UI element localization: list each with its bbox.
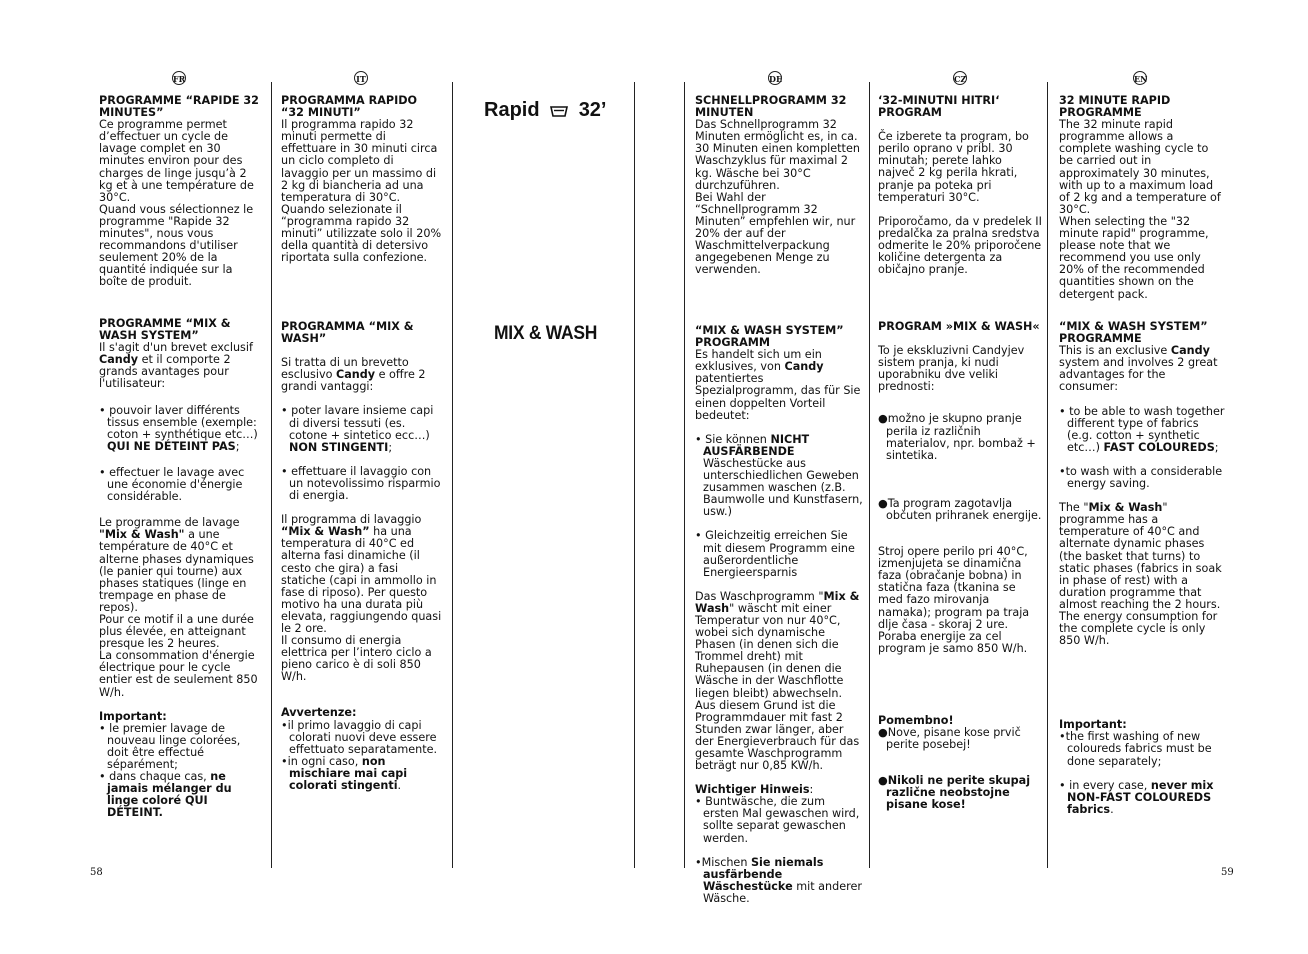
- language-badge-fr: FR: [172, 71, 186, 85]
- language-badge-en: EN: [1133, 71, 1147, 85]
- section-title: PROGRAMMA “MIX & WASH”: [281, 320, 414, 346]
- column-it: [281, 95, 443, 264]
- column-divider: [869, 82, 870, 868]
- paragraph: Stroj opere perilo pri 40°C, izmenjujeta se dinamična faza (obračanje bobna) in statična faza (tkanina se med fazo mirovanja namaka); program pa traja dlje časa - skoraj 2 ure. Poraba energije za cel program je samo 850 W/h.: [878, 545, 1030, 655]
- bullet-item: • dans chaque cas, ne jamais mélanger du linge coloré QUI DÉTEINT.: [99, 770, 232, 820]
- paragraph: To je ekskluzivni Candyjev sistem pranja, ki nudi uporabniku dve veliki prednosti:: [878, 344, 1025, 394]
- section-title: PROGRAMME “RAPIDE 32 MINUTES”: [99, 94, 259, 120]
- basin-icon: [549, 103, 569, 117]
- bullet-item: • effectuer le lavage avec une économie d'énergie considérable.: [99, 465, 245, 504]
- paragraph: When selecting the "32 minute rapid" programme, please note that we recommend you use only 20% of the recommended quantities shown on the detergent pack.: [1059, 214, 1209, 301]
- paragraph: Si tratta di un brevetto esclusivo Candy e offre 2 grandi vantaggi:: [281, 356, 426, 394]
- bullet-item: • Gleichzeitig erreichen Sie mit diesem Programm eine außerordentliche Energieersparnis: [695, 529, 855, 579]
- bullet-item: • to be able to wash together different type of fabrics (e.g. cotton + synthetic etc…) FAST COLOUREDS;: [1059, 404, 1225, 454]
- bullet-item: ●Nikoli ne perite skupaj različne neobstojne pisane kose!: [878, 774, 1031, 812]
- paragraph: The energy consumption for the complete cycle is only 850 W/h.: [1059, 609, 1218, 648]
- column-en-mix: [1059, 321, 1225, 816]
- important-title: Pomembno!: [878, 713, 954, 727]
- bullet-item: • effettuare il lavaggio con un notevolissimo risparmio di energia.: [281, 464, 441, 503]
- column-en: [1059, 95, 1225, 301]
- bullet-item: ●Ta program zagotavlja občuten prihranek energije.: [878, 496, 1042, 522]
- column-divider: [1047, 82, 1048, 868]
- section-title: “MIX & WASH SYSTEM” PROGRAMME: [1059, 320, 1208, 346]
- section-title: PROGRAM »MIX & WASH«: [878, 320, 1040, 333]
- paragraph: Es handelt sich um ein exklusives, von Candy patentiertes Spezialprogramm, das für Sie einen doppelten Vorteil bedeutet:: [695, 348, 861, 422]
- paragraph: Il programma di lavaggio “Mix & Wash” ha una temperatura di 40°C ed alterna fasi dinamiche (il cesto che gira) a fasi statiche (capi in ammollo in fase di riposo). Per questo motivo ha una durata più elevata, raggiungendo quasi le 2 ore.: [281, 513, 442, 635]
- paragraph: Il consumo di energia elettrica per l’intero ciclo a pieno carico è di soli 850 W/h.: [281, 634, 432, 684]
- column-cz-mix: [878, 321, 1042, 811]
- language-badge-cz: CZ: [953, 71, 967, 85]
- important-title: Important:: [1059, 718, 1127, 732]
- language-badge-de: DE: [768, 71, 782, 85]
- paragraph: Das Waschprogramm "Mix & Wash" wäscht mit einer Temperatur von nur 40°C, wobei sich dynamische Phasen (in denen sich die Trommel dreht) mit Ruhepausen (in denen die Wäsche in der Waschflotte liegen bleibt) abwechseln. Aus diesem Grund ist die Programmdauer mit fast 2 Stunden zwar länger, aber der Energieverbrauch für das gesamte Waschprogramm beträgt nur 0,85 KW/h.: [695, 589, 860, 773]
- paragraph: Quando selezionate il “programma rapido 32 minuti” utilizzate solo il 20% della quantità di detersivo riportata sulla confezione.: [281, 202, 442, 265]
- paragraph: Če izberete ta program, bo perilo oprano v pribl. 30 minutah; perete lahko največ 2 kg perila hkrati, pranje pa poteka pri temperaturi 30°C.: [878, 130, 1029, 204]
- section-title: “MIX & WASH SYSTEM” PROGRAMM: [695, 324, 844, 350]
- section-title: ‘32-MINUTNI HITRI‘ PROGRAM: [878, 94, 1000, 120]
- language-badge-it: IT: [354, 71, 368, 85]
- column-de-mix: [695, 325, 863, 905]
- paragraph: The 32 minute rapid programme allows a complete washing cycle to be carried out in approximately 30 minutes, with up to a maximum load of 2 kg and a temperature of 30°C.: [1059, 118, 1221, 216]
- paragraph: Wichtiger Hinweis:: [695, 783, 814, 797]
- bullet-item: •to wash with a considerable energy saving.: [1059, 464, 1223, 491]
- important-title: Wichtiger Hinweis: [695, 783, 810, 797]
- paragraph: Il programma rapido 32 minuti permette di effettuare in 30 minuti circa un ciclo completo di lavaggio per un massimo di 2 kg di biancheria ad una temperatura di 30°C.: [281, 118, 438, 204]
- column-fr: [99, 95, 259, 289]
- column-divider: [634, 82, 635, 868]
- important-title: Avvertenze:: [281, 706, 357, 720]
- bullet-item: ●možno je skupno pranje perila iz različnih materialov, npr. bombaž + sintetika.: [878, 412, 1036, 462]
- column-it-mix: [281, 321, 443, 792]
- bullet-item: •in ogni caso, non mischiare mai capi colorati stingenti.: [281, 754, 408, 792]
- page-number-right: 59: [1221, 867, 1234, 878]
- paragraph: Priporočamo, da v predelek II predalčka za pralna sredstva odmerite le 20% priporočene količine detergenta za običajno pranje.: [878, 214, 1042, 277]
- paragraph: Le programme de lavage "Mix & Wash" a une température de 40°C et alterne phases dynamiques (le panier qui tourne) aux phases statiques (linge en trempage en phase de repos).: [99, 516, 254, 614]
- paragraph: The "Mix & Wash" programme has a temperature of 40°C and alternate dynamic phases (the basket that turns) to static phases (fabrics in soak in phase of rest) with a duration programme that almost reaching the 2 hours.: [1059, 501, 1222, 611]
- column-divider: [684, 82, 685, 868]
- important-title: Important:: [99, 709, 167, 723]
- paragraph: La consommation d'énergie électrique pour le cycle entier est de seulement 850 W/h.: [99, 649, 258, 699]
- bullet-item: •il primo lavaggio di capi colorati nuovi deve essere effettuato separatamente.: [281, 718, 438, 756]
- column-cz: [878, 95, 1042, 276]
- rapid-title: Rapid 32’: [484, 99, 607, 121]
- paragraph: Bei Wahl der “Schnellprogramm 32 Minuten” empfehlen wir, nur 20% der auf der Waschmittelverpackung angegebenen Menge zu verwenden.: [695, 190, 856, 277]
- mix-wash-title: MIX & WASH: [494, 323, 598, 344]
- paragraph: This is an exclusive Candy system and involves 2 great advantages for the consumer:: [1059, 344, 1218, 394]
- column-de: [695, 95, 863, 276]
- bullet-item: ●Nove, pisane kose prvič perite posebej!: [878, 725, 1021, 752]
- bullet-item: • Sie können NICHT AUSFÄRBENDE Wäschestücke aus unterschiedlichen Geweben zusammen waschen (z.B. Baumwolle und Kunstfasern, usw.): [695, 432, 863, 519]
- bullet-item: •the first washing of new coloureds fabrics must be done separately;: [1059, 730, 1212, 768]
- bullet-item: • in every case, never mix NON-FAST COLOUREDS fabrics.: [1059, 778, 1214, 816]
- column-fr-mix: [99, 318, 259, 819]
- section-title: PROGRAMMA RAPIDO “32 MINUTI”: [281, 94, 418, 120]
- bullet-item: • Buntwäsche, die zum ersten Mal gewaschen wird, sollte separat gewaschen werden.: [695, 795, 860, 845]
- column-divider: [271, 82, 272, 868]
- section-title: PROGRAMME “MIX & WASH SYSTEM”: [99, 317, 231, 343]
- paragraph: Quand vous sélectionnez le programme "Rapide 32 minutes", nous vous recommandons d'utiliser seulement 20% de la quantité indiquée sur la boîte de produit.: [99, 202, 254, 289]
- bullet-item: • le premier lavage de nouveau linge colorées, doit être effectué séparément;: [99, 721, 241, 771]
- paragraph: Il s'agit d'un brevet exclusif Candy et il comporte 2 grands avantages pour l'utilisateur:: [99, 341, 253, 391]
- paragraph: Ce programme permet d’effectuer un cycle de lavage complet en 30 minutes environ pour des charges de linge jusqu’à 2 kg et à une température de 30°C.: [99, 118, 254, 204]
- page-number-left: 58: [90, 867, 103, 878]
- section-title: SCHNELLPROGRAMM 32 MINUTEN: [695, 94, 847, 120]
- bullet-item: • pouvoir laver différents tissus ensemble (exemple: coton + synthétique etc…) QUI NE DÉTEINT PAS;: [99, 403, 258, 453]
- section-title: 32 MINUTE RAPID PROGRAMME: [1059, 94, 1171, 120]
- paragraph: Das Schnellprogramm 32 Minuten ermöglicht es, in ca. 30 Minuten einen kompletten Waschzyklus für maximal 2 kg. Wäsche bei 30°C durchzuführen.: [695, 118, 860, 192]
- column-divider: [452, 82, 453, 868]
- bullet-item: •Mischen Sie niemals ausfärbende Wäschestücke mit anderer Wäsche.: [695, 855, 862, 905]
- bullet-item: • poter lavare insieme capi di diversi tessuti (es. cotone + sintetico ecc…) NON STINGENTI;: [281, 404, 434, 454]
- paragraph: Pour ce motif il a une durée plus élevée, en atteignant presque les 2 heures.: [99, 612, 254, 651]
